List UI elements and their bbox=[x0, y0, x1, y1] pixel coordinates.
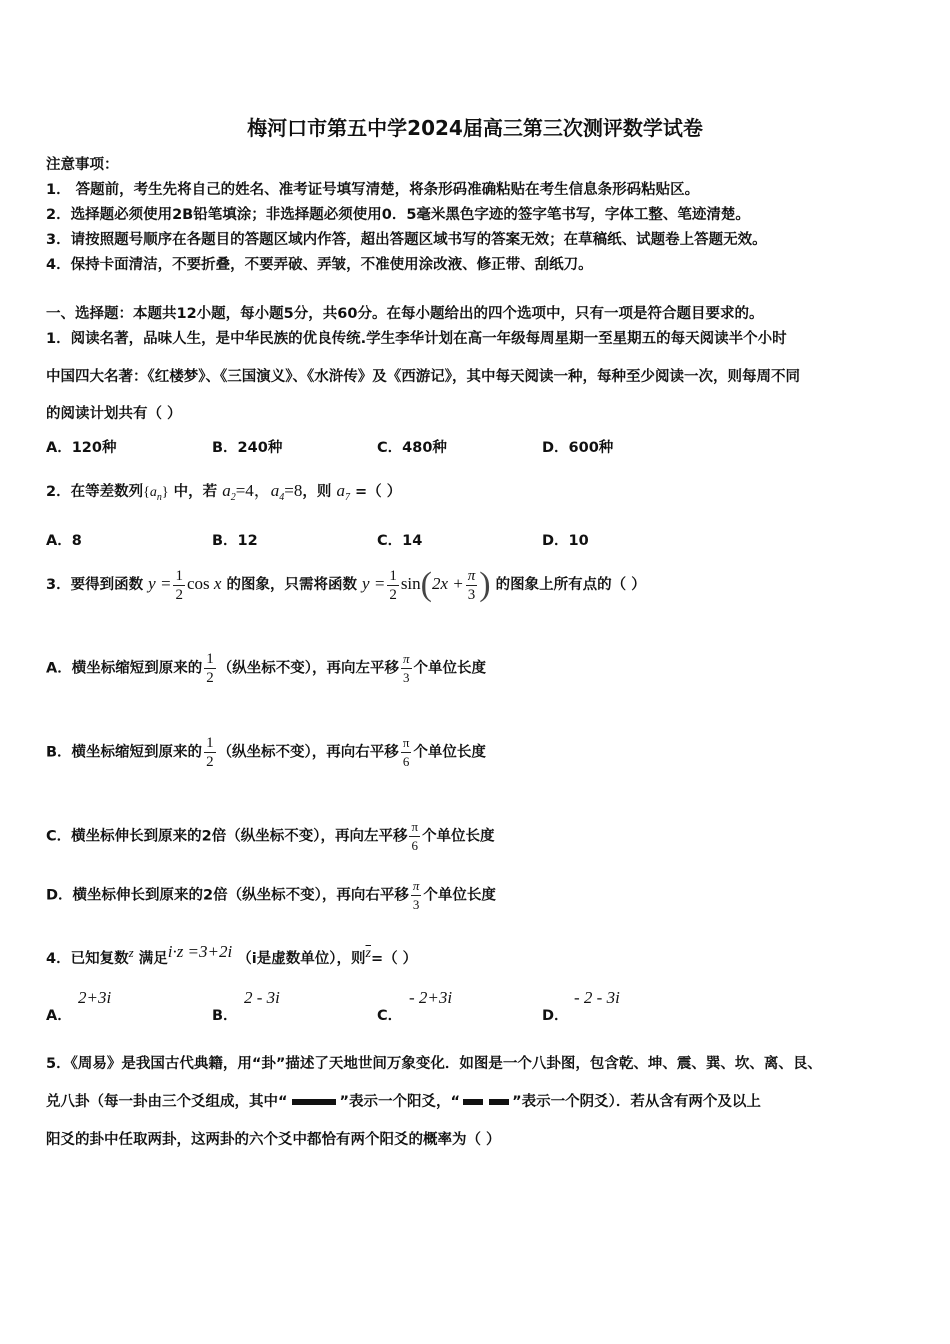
q2-tail: =（ ） bbox=[355, 484, 402, 500]
func-source: y = bbox=[362, 574, 386, 593]
yin-line-right-icon bbox=[489, 1099, 509, 1105]
frac-pi-6-c: $\frac{\pi}{6}$ bbox=[411, 819, 419, 853]
q1-line-3: 的阅读计划共有（ ） bbox=[46, 406, 182, 422]
notes-heading: 注意事项： bbox=[46, 157, 119, 173]
q4-option-c-label: C． bbox=[377, 1008, 403, 1024]
cos-x: cos x bbox=[186, 574, 222, 593]
var-z: z bbox=[128, 945, 134, 960]
q2-cond2: =8 bbox=[284, 481, 303, 500]
q4-equation: i·z =3+2i bbox=[167, 942, 233, 961]
section-heading: 一、选择题：本题共12小题，每小题5分，共60分。在每小题给出的四个选项中，只有一项是符合题目要求的。 bbox=[46, 306, 764, 322]
q5-line-2b: ”表示一个阳爻，“ bbox=[339, 1094, 461, 1110]
q2-option-a: A．8 bbox=[46, 533, 82, 549]
q2-prefix: 2．在等差数列 bbox=[46, 484, 144, 500]
q5-line-1: 5．《周易》是我国古代典籍，用“卦”描述了天地世间万象变化．如图是一个八卦图，包含乾、坤、震、巽、坎、离、艮、 bbox=[46, 1056, 822, 1072]
q2-mid1: 中，若 bbox=[173, 484, 218, 500]
yang-line-icon bbox=[292, 1099, 336, 1105]
frac-pi-3-a: $\frac{\pi}{3}$ bbox=[402, 651, 410, 685]
frac-half-a: $\frac{1}{2}$ bbox=[206, 651, 214, 686]
note-item-2: 2．选择题必须使用2B铅笔填涂；非选择题必须使用0．5毫米黑色字迹的签字笔书写，字体工整、笔迹清楚。 bbox=[46, 207, 750, 223]
q3-prefix: 3．要得到函数 bbox=[46, 577, 144, 593]
two-x-plus: 2x + bbox=[431, 574, 464, 593]
frac-half-b: $\frac{1}{2}$ bbox=[206, 735, 214, 770]
note-item-3: 3．请按照题号顺序在各题目的答题区域内作答，超出答题区域书写的答案无效；在草稿纸、试题卷上答题无效。 bbox=[46, 232, 767, 248]
frac-pi-3: $\frac{\pi}{3}$ bbox=[467, 567, 476, 603]
q4-option-c-value: - 2+3i bbox=[409, 988, 453, 1007]
var-z-conj: $\overline{z}$ bbox=[365, 946, 371, 961]
frac-pi-3-d: $\frac{\pi}{3}$ bbox=[412, 878, 420, 912]
term-a2: $a_2$ bbox=[222, 481, 236, 503]
q2-line bbox=[46, 476, 401, 503]
seq-brace-open-icon: { bbox=[143, 485, 150, 500]
func-target: y = bbox=[148, 574, 172, 593]
q4-option-b-value: 2 - 3i bbox=[244, 988, 280, 1007]
q2-option-b: B．12 bbox=[212, 533, 258, 549]
q3-option-b bbox=[46, 734, 486, 771]
q5-line-2c: ”表示一个阴爻）．若从含有两个及以上 bbox=[512, 1094, 761, 1110]
q4-tail: =（ ） bbox=[370, 951, 418, 967]
q2-mid2: ，则 bbox=[302, 484, 332, 500]
q3-option-d bbox=[46, 877, 496, 914]
q5-line-2 bbox=[46, 1090, 761, 1111]
frac-half: $\frac{1}{2}$ bbox=[175, 567, 183, 603]
q3-opt-b-post: 个单位长度 bbox=[413, 744, 486, 761]
frac-pi-6-b: $\frac{\pi}{6}$ bbox=[402, 735, 410, 769]
q2-cond1: =4， bbox=[235, 481, 271, 500]
note-item-1: 1． 答题前，考生先将自己的姓名、准考证号填写清楚，将条形码准确粘贴在考生信息条形码粘贴区。 bbox=[46, 182, 700, 198]
q4-option-b-label: B． bbox=[212, 1008, 238, 1024]
q1-line-2: 中国四大名著：《红楼梦》、《三国演义》、《水浒传》及《西游记》，其中每天阅读一种，每种至少阅读一次，则每周不同 bbox=[46, 369, 800, 385]
q4-prefix: 4．已知复数 bbox=[46, 951, 129, 967]
q3-opt-d-pre: D．横坐标伸长到原来的2倍（纵坐标不变），再向右平移 bbox=[46, 887, 409, 904]
yin-line-left-icon bbox=[463, 1099, 483, 1105]
note-item-4: 4．保持卡面清洁，不要折叠，不要弄破、弄皱，不准使用涂改液、修正带、刮纸刀。 bbox=[46, 257, 593, 273]
q4-note: （i是虚数单位），则 bbox=[237, 951, 366, 967]
q3-mid: 的图象，只需将函数 bbox=[226, 577, 357, 593]
q4-line bbox=[46, 942, 417, 968]
q3-opt-b-pre: B．横坐标缩短到原来的 bbox=[46, 744, 203, 761]
q1-option-c: C．480种 bbox=[377, 440, 447, 456]
q3-line bbox=[46, 566, 646, 604]
q2-option-c: C．14 bbox=[377, 533, 423, 549]
term-a7: $a_7$ bbox=[336, 481, 350, 503]
term-a4: $a_4$ bbox=[270, 481, 285, 503]
paren-open-icon: ( bbox=[420, 566, 432, 603]
q3-opt-a-pre: A．横坐标缩短到原来的 bbox=[46, 660, 203, 677]
q3-option-c bbox=[46, 818, 495, 855]
q3-opt-a-mid: （纵坐标不变），再向左平移 bbox=[217, 660, 399, 677]
q5-line-2a: 兑八卦（每一卦由三个爻组成，其中“ bbox=[46, 1094, 288, 1110]
frac-half-2: $\frac{1}{2}$ bbox=[389, 567, 397, 603]
q4-option-d-label: D． bbox=[542, 1008, 569, 1024]
q1-option-a: A．120种 bbox=[46, 440, 117, 456]
page-title: 梅河口市第五中学2024届高三第三次测评数学试卷 bbox=[247, 116, 703, 140]
paren-close-icon: ) bbox=[479, 566, 491, 603]
q3-opt-a-post: 个单位长度 bbox=[413, 660, 486, 677]
q3-suffix: 的图象上所有点的（ ） bbox=[495, 577, 646, 593]
q3-opt-c-post: 个单位长度 bbox=[422, 828, 495, 845]
q5-line-3: 阳爻的卦中任取两卦，这两卦的六个爻中都恰有两个阳爻的概率为（ ） bbox=[46, 1132, 501, 1148]
q3-option-a bbox=[46, 650, 486, 687]
q1-line-1: 1．阅读名著，品味人生，是中华民族的优良传统.学生李华计划在高一年级每周星期一至星期五的每天阅读半个小时 bbox=[46, 331, 787, 347]
seq-term: $a_n$ bbox=[149, 485, 162, 503]
seq-brace-close-icon: } bbox=[161, 485, 169, 500]
q1-option-b: B．240种 bbox=[212, 440, 283, 456]
q3-opt-b-mid: （纵坐标不变），再向右平移 bbox=[217, 744, 399, 761]
sin-expr: sin bbox=[400, 574, 421, 593]
q4-option-d-value: - 2 - 3i bbox=[574, 988, 620, 1007]
q3-opt-d-post: 个单位长度 bbox=[423, 887, 496, 904]
q1-option-d: D．600种 bbox=[542, 440, 614, 456]
q4-mid: 满足 bbox=[138, 951, 168, 967]
q3-opt-c-pre: C．横坐标伸长到原来的2倍（纵坐标不变），再向左平移 bbox=[46, 828, 408, 845]
q2-option-d: D．10 bbox=[542, 533, 589, 549]
q4-option-a-value: 2+3i bbox=[78, 988, 112, 1007]
q4-option-a-label: A． bbox=[46, 1008, 72, 1024]
